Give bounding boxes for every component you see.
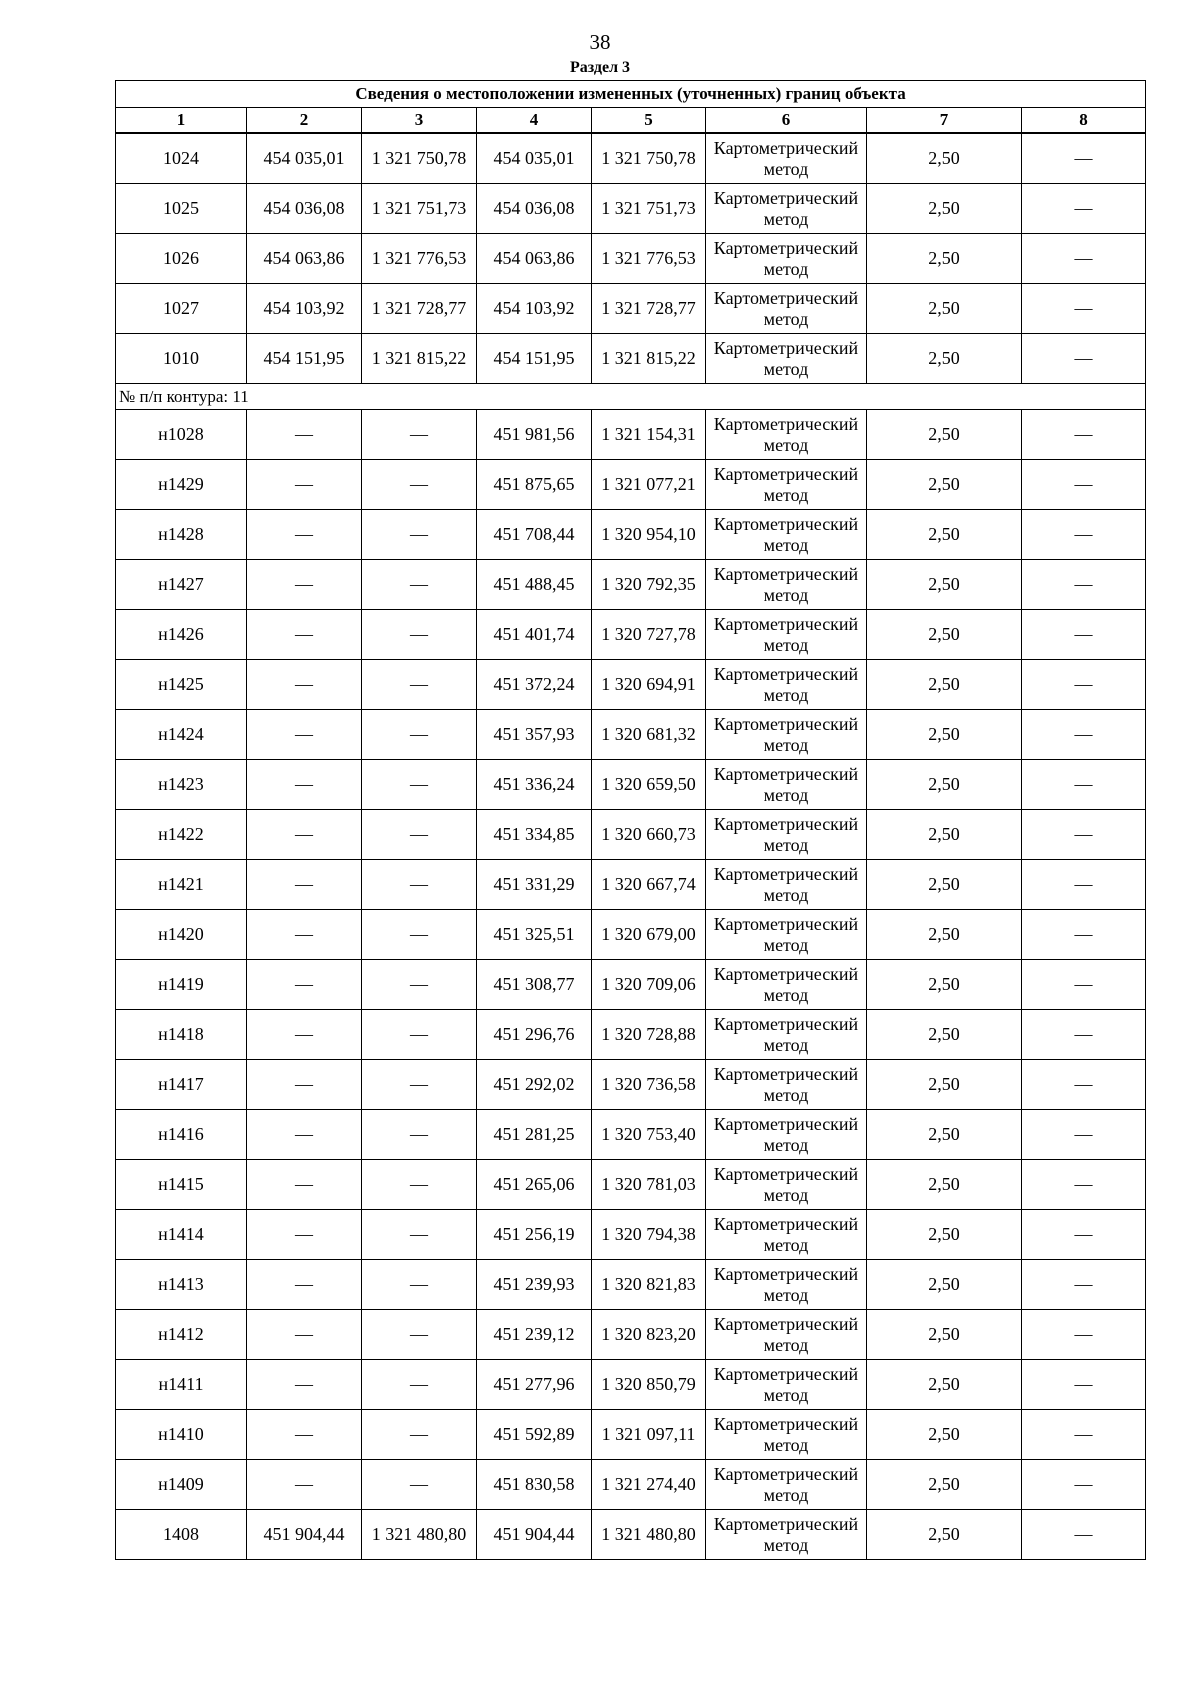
table-row [116,560,1146,610]
coord-cell: 451 875,65 [477,460,592,510]
coord-cell: 451 239,93 [477,1260,592,1310]
method-cell: Картометрический метод [706,1310,867,1360]
method-cell: Картометрический метод [706,810,867,860]
coord-cell: — [362,460,477,510]
accuracy-cell: 2,50 [867,1210,1022,1260]
table-row [116,284,1146,334]
coord-cell: 1 321 097,11 [592,1410,706,1460]
coord-cell: 451 708,44 [477,510,592,560]
coord-cell: 451 308,77 [477,960,592,1010]
table-body [116,81,1146,1560]
description-cell: — [1022,860,1146,910]
point-cell: н1409 [116,1460,247,1510]
table-row [116,1010,1146,1060]
coord-cell: — [247,1010,362,1060]
method-cell: Картометрический метод [706,760,867,810]
coord-cell: 1 321 815,22 [592,334,706,384]
table-row [116,334,1146,384]
table-row [116,1460,1146,1510]
description-cell: — [1022,710,1146,760]
coord-cell: 1 321 077,21 [592,460,706,510]
accuracy-cell: 2,50 [867,1260,1022,1310]
table-row [116,1310,1146,1360]
coord-cell: — [362,660,477,710]
method-cell: Картометрический метод [706,1360,867,1410]
coord-cell: — [247,1060,362,1110]
table-row [116,760,1146,810]
point-cell: н1416 [116,1110,247,1160]
accuracy-cell: 2,50 [867,960,1022,1010]
coord-cell: 1 320 823,20 [592,1310,706,1360]
description-cell: — [1022,510,1146,560]
coord-cell: 451 401,74 [477,610,592,660]
method-cell: Картометрический метод [706,560,867,610]
coord-cell: — [247,460,362,510]
coord-cell: — [247,510,362,560]
coord-cell: 1 320 792,35 [592,560,706,610]
table-row [116,960,1146,1010]
coord-cell: — [247,910,362,960]
coord-cell: 1 321 480,80 [362,1510,477,1560]
coord-cell: — [362,1410,477,1460]
coord-cell: 1 320 794,38 [592,1210,706,1260]
description-cell: — [1022,184,1146,234]
table-row [116,460,1146,510]
coord-cell: — [362,610,477,660]
coord-cell: — [362,1160,477,1210]
contour-label-row [116,384,1146,410]
coord-cell: — [247,1410,362,1460]
method-cell: Картометрический метод [706,1210,867,1260]
coord-cell: 454 151,95 [477,334,592,384]
coord-cell: 451 325,51 [477,910,592,960]
coord-cell: 454 035,01 [247,133,362,184]
accuracy-cell: 2,50 [867,1060,1022,1110]
method-cell: Картометрический метод [706,510,867,560]
coord-cell: 451 265,06 [477,1160,592,1210]
description-cell: — [1022,1460,1146,1510]
coord-cell: 451 281,25 [477,1110,592,1160]
table-row [116,234,1146,284]
coord-cell: — [247,1210,362,1260]
coord-cell: — [247,1110,362,1160]
coord-cell: — [362,1060,477,1110]
column-number: 8 [1022,108,1146,134]
coord-cell: — [362,1010,477,1060]
column-number: 7 [867,108,1022,134]
point-cell: н1414 [116,1210,247,1260]
accuracy-cell: 2,50 [867,660,1022,710]
method-cell: Картометрический метод [706,1410,867,1460]
coord-cell: — [362,1360,477,1410]
table-row [116,710,1146,760]
method-cell: Картометрический метод [706,1060,867,1110]
coord-cell: — [247,960,362,1010]
point-cell: н1425 [116,660,247,710]
description-cell: — [1022,1260,1146,1310]
accuracy-cell: 2,50 [867,184,1022,234]
point-cell: 1026 [116,234,247,284]
point-cell: н1411 [116,1360,247,1410]
description-cell: — [1022,1010,1146,1060]
coord-cell: — [362,910,477,960]
coord-cell: 1 320 709,06 [592,960,706,1010]
coord-cell: — [362,560,477,610]
coord-cell: — [362,1460,477,1510]
coord-cell: 451 372,24 [477,660,592,710]
method-cell: Картометрический метод [706,184,867,234]
point-cell: н1426 [116,610,247,660]
coord-cell: — [362,1210,477,1260]
coord-cell: 451 981,56 [477,410,592,460]
coord-cell: 451 357,93 [477,710,592,760]
coord-cell: 454 035,01 [477,133,592,184]
point-cell: н1417 [116,1060,247,1110]
accuracy-cell: 2,50 [867,810,1022,860]
point-cell: 1025 [116,184,247,234]
column-number: 5 [592,108,706,134]
coord-cell: 1 320 753,40 [592,1110,706,1160]
coord-cell: 1 321 154,31 [592,410,706,460]
point-cell: н1429 [116,460,247,510]
coord-cell: — [247,410,362,460]
coord-cell: 451 292,02 [477,1060,592,1110]
coord-cell: 1 320 679,00 [592,910,706,960]
point-cell: н1410 [116,1410,247,1460]
coord-cell: — [247,810,362,860]
method-cell: Картометрический метод [706,284,867,334]
table-row [116,610,1146,660]
coord-cell: 454 063,86 [247,234,362,284]
description-cell: — [1022,334,1146,384]
coord-cell: — [362,710,477,760]
description-cell: — [1022,810,1146,860]
table-row [116,510,1146,560]
method-cell: Картометрический метод [706,410,867,460]
description-cell: — [1022,960,1146,1010]
accuracy-cell: 2,50 [867,860,1022,910]
coord-cell: — [362,810,477,860]
point-cell: н1423 [116,760,247,810]
coord-cell: 454 036,08 [247,184,362,234]
table-row [116,860,1146,910]
coord-cell: — [362,1260,477,1310]
method-cell: Картометрический метод [706,334,867,384]
accuracy-cell: 2,50 [867,510,1022,560]
coord-cell: — [247,560,362,610]
point-cell: н1428 [116,510,247,560]
table-row [116,1060,1146,1110]
accuracy-cell: 2,50 [867,460,1022,510]
coord-cell: 1 321 776,53 [592,234,706,284]
coord-cell: 1 321 751,73 [592,184,706,234]
description-cell: — [1022,1160,1146,1210]
coord-cell: 1 320 736,58 [592,1060,706,1110]
description-cell: — [1022,234,1146,284]
method-cell: Картометрический метод [706,960,867,1010]
accuracy-cell: 2,50 [867,1110,1022,1160]
method-cell: Картометрический метод [706,910,867,960]
table-row [116,910,1146,960]
coord-cell: 451 904,44 [477,1510,592,1560]
contour-label: № п/п контура: 11 [116,384,1146,410]
table-row [116,410,1146,460]
column-number: 3 [362,108,477,134]
method-cell: Картометрический метод [706,1260,867,1310]
description-cell: — [1022,660,1146,710]
coord-cell: — [247,1460,362,1510]
coord-cell: — [247,710,362,760]
table-row [116,1210,1146,1260]
point-cell: 1010 [116,334,247,384]
description-cell: — [1022,610,1146,660]
method-cell: Картометрический метод [706,710,867,760]
description-cell: — [1022,1410,1146,1460]
point-cell: 1027 [116,284,247,334]
table-row [116,184,1146,234]
coord-cell: — [362,760,477,810]
accuracy-cell: 2,50 [867,133,1022,184]
description-cell: — [1022,1060,1146,1110]
section-title: Раздел 3 [569,59,631,76]
coord-cell: — [247,860,362,910]
description-cell: — [1022,1510,1146,1560]
point-cell: н1419 [116,960,247,1010]
accuracy-cell: 2,50 [867,560,1022,610]
method-cell: Картометрический метод [706,1010,867,1060]
coord-cell: 1 321 750,78 [592,133,706,184]
table-row [116,660,1146,710]
accuracy-cell: 2,50 [867,410,1022,460]
point-cell: н1427 [116,560,247,610]
coord-cell: 1 320 694,91 [592,660,706,710]
accuracy-cell: 2,50 [867,1160,1022,1210]
description-cell: — [1022,1210,1146,1260]
coord-cell: — [247,760,362,810]
table-row [116,133,1146,184]
method-cell: Картометрический метод [706,1460,867,1510]
method-cell: Картометрический метод [706,460,867,510]
table-row [116,1110,1146,1160]
point-cell: н1421 [116,860,247,910]
description-cell: — [1022,284,1146,334]
coord-cell: — [247,1260,362,1310]
coord-cell: 1 320 728,88 [592,1010,706,1060]
method-cell: Картометрический метод [706,610,867,660]
point-cell: н1412 [116,1310,247,1360]
description-cell: — [1022,1360,1146,1410]
accuracy-cell: 2,50 [867,334,1022,384]
coord-cell: 1 321 815,22 [362,334,477,384]
coord-cell: 1 320 781,03 [592,1160,706,1210]
point-cell: н1415 [116,1160,247,1210]
table-caption: Сведения о местоположении измененных (уточненных) границ объекта [116,81,1146,108]
coord-cell: 1 321 751,73 [362,184,477,234]
coord-cell: 451 277,96 [477,1360,592,1410]
point-cell: н1420 [116,910,247,960]
coord-cell: 451 296,76 [477,1010,592,1060]
coord-cell: — [247,660,362,710]
coord-cell: 451 239,12 [477,1310,592,1360]
coord-cell: 1 320 954,10 [592,510,706,560]
coordinates-table [115,80,1146,1560]
coord-cell: — [247,1310,362,1360]
accuracy-cell: 2,50 [867,1010,1022,1060]
coord-cell: — [247,1160,362,1210]
coord-cell: 451 336,24 [477,760,592,810]
accuracy-cell: 2,50 [867,234,1022,284]
column-number: 1 [116,108,247,134]
accuracy-cell: 2,50 [867,760,1022,810]
method-cell: Картометрический метод [706,1160,867,1210]
coord-cell: — [362,960,477,1010]
accuracy-cell: 2,50 [867,1360,1022,1410]
column-number-row [116,108,1146,134]
description-cell: — [1022,410,1146,460]
description-cell: — [1022,460,1146,510]
coord-cell: 451 334,85 [477,810,592,860]
coord-cell: 1 320 727,78 [592,610,706,660]
method-cell: Картометрический метод [706,1110,867,1160]
point-cell: 1408 [116,1510,247,1560]
accuracy-cell: 2,50 [867,710,1022,760]
coord-cell: 1 320 681,32 [592,710,706,760]
coord-cell: 451 592,89 [477,1410,592,1460]
point-cell: н1418 [116,1010,247,1060]
accuracy-cell: 2,50 [867,610,1022,660]
description-cell: — [1022,910,1146,960]
table-caption-row [116,81,1146,108]
point-cell: н1028 [116,410,247,460]
coord-cell: 451 904,44 [247,1510,362,1560]
method-cell: Картометрический метод [706,234,867,284]
coord-cell: 451 830,58 [477,1460,592,1510]
coord-cell: 1 321 274,40 [592,1460,706,1510]
method-cell: Картометрический метод [706,660,867,710]
coord-cell: 1 321 728,77 [362,284,477,334]
table-row [116,1410,1146,1460]
coord-cell: — [362,860,477,910]
coord-cell: 451 488,45 [477,560,592,610]
method-cell: Картометрический метод [706,133,867,184]
description-cell: — [1022,1110,1146,1160]
coord-cell: 454 103,92 [477,284,592,334]
coord-cell: 451 256,19 [477,1210,592,1260]
coord-cell: 451 331,29 [477,860,592,910]
method-cell: Картометрический метод [706,860,867,910]
description-cell: — [1022,133,1146,184]
accuracy-cell: 2,50 [867,1410,1022,1460]
accuracy-cell: 2,50 [867,910,1022,960]
coord-cell: — [362,1310,477,1360]
coord-cell: 1 321 750,78 [362,133,477,184]
table-row [116,1510,1146,1560]
coord-cell: 1 320 821,83 [592,1260,706,1310]
coord-cell: 1 320 660,73 [592,810,706,860]
accuracy-cell: 2,50 [867,284,1022,334]
table-row [116,810,1146,860]
column-number: 2 [247,108,362,134]
description-cell: — [1022,1310,1146,1360]
column-number: 4 [477,108,592,134]
coord-cell: — [247,610,362,660]
coord-cell: — [362,410,477,460]
coord-cell: 454 103,92 [247,284,362,334]
accuracy-cell: 2,50 [867,1510,1022,1560]
coord-cell: 1 320 659,50 [592,760,706,810]
description-cell: — [1022,760,1146,810]
accuracy-cell: 2,50 [867,1310,1022,1360]
coord-cell: 454 036,08 [477,184,592,234]
coord-cell: 454 063,86 [477,234,592,284]
coord-cell: — [362,510,477,560]
coord-cell: 1 321 776,53 [362,234,477,284]
point-cell: н1422 [116,810,247,860]
point-cell: н1424 [116,710,247,760]
page-number: 38 [589,30,611,54]
coord-cell: 1 321 728,77 [592,284,706,334]
table-row [116,1160,1146,1210]
column-number: 6 [706,108,867,134]
coord-cell: 1 320 850,79 [592,1360,706,1410]
point-cell: н1413 [116,1260,247,1310]
description-cell: — [1022,560,1146,610]
coord-cell: 1 321 480,80 [592,1510,706,1560]
accuracy-cell: 2,50 [867,1460,1022,1510]
table-row [116,1260,1146,1310]
table-row [116,1360,1146,1410]
point-cell: 1024 [116,133,247,184]
coord-cell: — [247,1360,362,1410]
coord-cell: 454 151,95 [247,334,362,384]
coord-cell: 1 320 667,74 [592,860,706,910]
method-cell: Картометрический метод [706,1510,867,1560]
coord-cell: — [362,1110,477,1160]
